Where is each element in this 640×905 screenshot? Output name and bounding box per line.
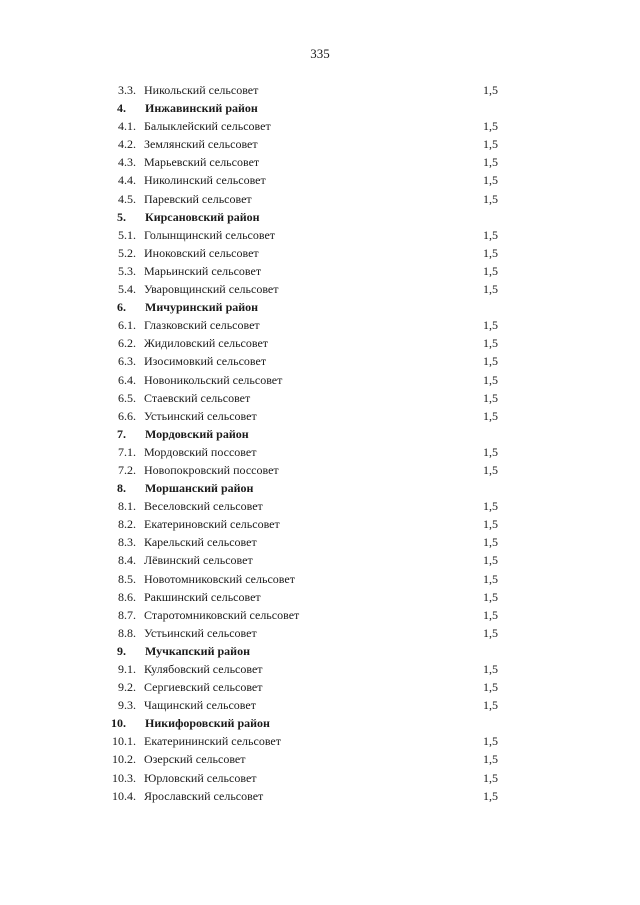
settlement-name: Устьинский сельсовет	[144, 408, 257, 423]
row-number: 4.2.	[118, 137, 136, 152]
table-row	[100, 551, 520, 569]
row-value: 1,5	[483, 499, 498, 514]
district-header-row	[100, 425, 520, 443]
row-number: 4.4.	[118, 173, 136, 188]
settlement-name: Кулябовский сельсовет	[144, 662, 263, 676]
row-number: 6.4.	[118, 372, 136, 387]
row-number: 10.2.	[112, 752, 136, 767]
table-row	[100, 678, 520, 696]
settlement-name: Землянский сельсовет	[144, 137, 258, 152]
settlement-name: Новоникольский сельсовет	[144, 372, 283, 387]
table-row	[100, 443, 520, 461]
settlement-name: Балыклейский сельсовет	[144, 119, 271, 134]
row-value: 1,5	[483, 155, 498, 170]
table-row	[100, 588, 520, 606]
row-value: 1,5	[483, 408, 498, 423]
row-number: 8.2.	[118, 517, 136, 532]
settlement-name: Новопокровский поссовет	[144, 462, 279, 477]
row-value: 1,5	[483, 83, 498, 97]
district-header-row	[100, 479, 520, 497]
settlement-name: Лёвинский сельсовет	[144, 553, 253, 568]
row-value: 1,5	[483, 336, 498, 351]
settlement-name: Юрловский сельсовет	[144, 770, 257, 785]
page-number: 335	[310, 46, 330, 61]
row-number: 5.4.	[118, 282, 136, 297]
row-value: 1,5	[483, 698, 498, 713]
row-number: 8.1.	[118, 499, 136, 514]
table-row	[100, 389, 520, 407]
settlement-name: Паревский сельсовет	[144, 191, 252, 206]
district-name: Кирсановский район	[145, 209, 260, 224]
table-row	[100, 407, 520, 425]
table-row	[100, 497, 520, 515]
row-number: 7.2.	[118, 462, 136, 477]
table-row	[100, 153, 520, 171]
row-value: 1,5	[483, 245, 498, 260]
row-number: 9.2.	[118, 680, 136, 695]
row-number: 7.	[117, 426, 126, 441]
row-number: 9.	[117, 643, 126, 658]
row-number: 6.	[117, 300, 126, 315]
row-number: 3.3.	[118, 83, 136, 97]
row-number: 10.	[111, 716, 126, 731]
district-name: Никифоровский район	[145, 716, 270, 731]
table-row	[100, 371, 520, 389]
district-name: Мичуринский район	[145, 300, 259, 315]
settlement-name: Веселовский сельсовет	[144, 499, 263, 514]
row-value: 1,5	[483, 390, 498, 405]
table-row	[100, 533, 520, 551]
row-number: 5.2.	[118, 245, 136, 260]
settlement-name: Иноковский сельсовет	[144, 245, 259, 260]
row-value: 1,5	[483, 589, 498, 604]
settlement-name: Старотомниковский сельсовет	[144, 607, 300, 622]
table-row	[100, 696, 520, 714]
table-row	[100, 135, 520, 153]
row-value: 1,5	[483, 734, 498, 749]
row-value: 1,5	[483, 263, 498, 278]
settlement-name: Екатерининский сельсовет	[144, 734, 282, 749]
table-row	[100, 81, 520, 99]
table-row	[100, 171, 520, 189]
row-number: 6.5.	[118, 390, 136, 405]
table-row	[100, 334, 520, 352]
district-header-row	[100, 208, 520, 226]
row-number: 8.3.	[118, 535, 136, 550]
settlement-name: Сергиевский сельсовет	[144, 680, 263, 695]
settlement-name: Никольский сельсовет	[144, 83, 259, 97]
district-header-row	[100, 99, 520, 117]
settlement-name: Изосимовкий сельсовет	[144, 354, 267, 369]
table-row	[100, 732, 520, 750]
row-value: 1,5	[483, 553, 498, 568]
settlement-name: Уваровщинский сельсовет	[144, 282, 279, 297]
settlement-name: Новотомниковский сельсовет	[144, 571, 295, 586]
row-value: 1,5	[483, 137, 498, 152]
row-number: 8.7.	[118, 607, 136, 622]
settlement-name: Мордовский поссовет	[144, 444, 257, 459]
row-number: 4.3.	[118, 155, 136, 170]
table-row	[100, 461, 520, 479]
row-number: 6.3.	[118, 354, 136, 369]
row-number: 7.1.	[118, 444, 136, 459]
row-value: 1,5	[483, 372, 498, 387]
table-row	[100, 750, 520, 768]
district-name: Мучкапский район	[145, 643, 250, 658]
row-value: 1,5	[483, 625, 498, 640]
settlement-name: Устьинский сельсовет	[144, 625, 257, 640]
settlement-name: Марьевский сельсовет	[144, 155, 260, 170]
row-value: 1,5	[483, 607, 498, 622]
row-value: 1,5	[483, 282, 498, 297]
table-row	[100, 624, 520, 642]
row-value: 1,5	[483, 173, 498, 188]
row-number: 8.5.	[118, 571, 136, 586]
settlement-name: Марьинский сельсовет	[144, 263, 262, 278]
table-row	[100, 769, 520, 787]
district-header-row	[100, 714, 520, 732]
row-number: 8.	[117, 481, 126, 496]
settlement-name: Стаевский сельсовет	[144, 390, 251, 405]
table-row	[100, 280, 520, 298]
row-number: 10.3.	[112, 770, 136, 785]
row-number: 9.1.	[118, 662, 136, 676]
row-value: 1,5	[483, 517, 498, 532]
table-row	[100, 515, 520, 533]
row-value: 1,5	[483, 444, 498, 459]
row-number: 10.4.	[112, 788, 136, 803]
district-name: Инжавинский район	[145, 101, 258, 116]
row-number: 9.3.	[118, 698, 136, 713]
table-row	[100, 117, 520, 135]
table-row	[100, 226, 520, 244]
settlement-name: Ракшинский сельсовет	[144, 589, 261, 604]
row-number: 8.8.	[118, 625, 136, 640]
settlement-name: Озерский сельсовет	[144, 752, 246, 767]
settlement-name: Глазковский сельсовет	[144, 318, 260, 333]
table-row	[100, 606, 520, 624]
row-value: 1,5	[483, 227, 498, 242]
row-number: 5.	[117, 209, 126, 224]
row-number: 6.6.	[118, 408, 136, 423]
row-value: 1,5	[483, 571, 498, 586]
settlement-name: Чащинский сельсовет	[144, 698, 256, 713]
table-row	[100, 262, 520, 280]
district-name: Моршанский район	[145, 481, 254, 496]
row-value: 1,5	[483, 770, 498, 785]
row-number: 5.1.	[118, 227, 136, 242]
table-row	[100, 660, 520, 678]
settlement-name: Ярославский сельсовет	[144, 788, 264, 803]
row-value: 1,5	[483, 191, 498, 206]
row-number: 4.	[117, 101, 126, 116]
row-value: 1,5	[483, 535, 498, 550]
row-value: 1,5	[483, 119, 498, 134]
district-name: Мордовский район	[145, 426, 249, 441]
table-row	[100, 352, 520, 370]
row-number: 4.1.	[118, 119, 136, 134]
row-number: 8.4.	[118, 553, 136, 568]
row-value: 1,5	[483, 318, 498, 333]
row-number: 5.3.	[118, 263, 136, 278]
table-row	[100, 190, 520, 208]
table-row	[100, 570, 520, 588]
settlement-name: Жидиловский сельсовет	[144, 336, 269, 351]
row-number: 6.1.	[118, 318, 136, 333]
row-number: 8.6.	[118, 589, 136, 604]
table-row	[100, 787, 520, 805]
settlement-name: Карельский сельсовет	[144, 535, 257, 550]
row-value: 1,5	[483, 752, 498, 767]
settlement-name: Голынщинский сельсовет	[144, 227, 276, 242]
settlement-name: Екатериновский сельсовет	[144, 517, 280, 532]
district-header-row	[100, 642, 520, 660]
table-row	[100, 244, 520, 262]
district-header-row	[100, 298, 520, 316]
row-value: 1,5	[483, 662, 498, 676]
row-number: 10.1.	[112, 734, 136, 749]
row-number: 6.2.	[118, 336, 136, 351]
table-row	[100, 316, 520, 334]
settlement-name: Николинский сельсовет	[144, 173, 266, 188]
row-value: 1,5	[483, 462, 498, 477]
settlement-table	[100, 81, 520, 805]
row-value: 1,5	[483, 788, 498, 803]
row-value: 1,5	[483, 680, 498, 695]
row-value: 1,5	[483, 354, 498, 369]
row-number: 4.5.	[118, 191, 136, 206]
